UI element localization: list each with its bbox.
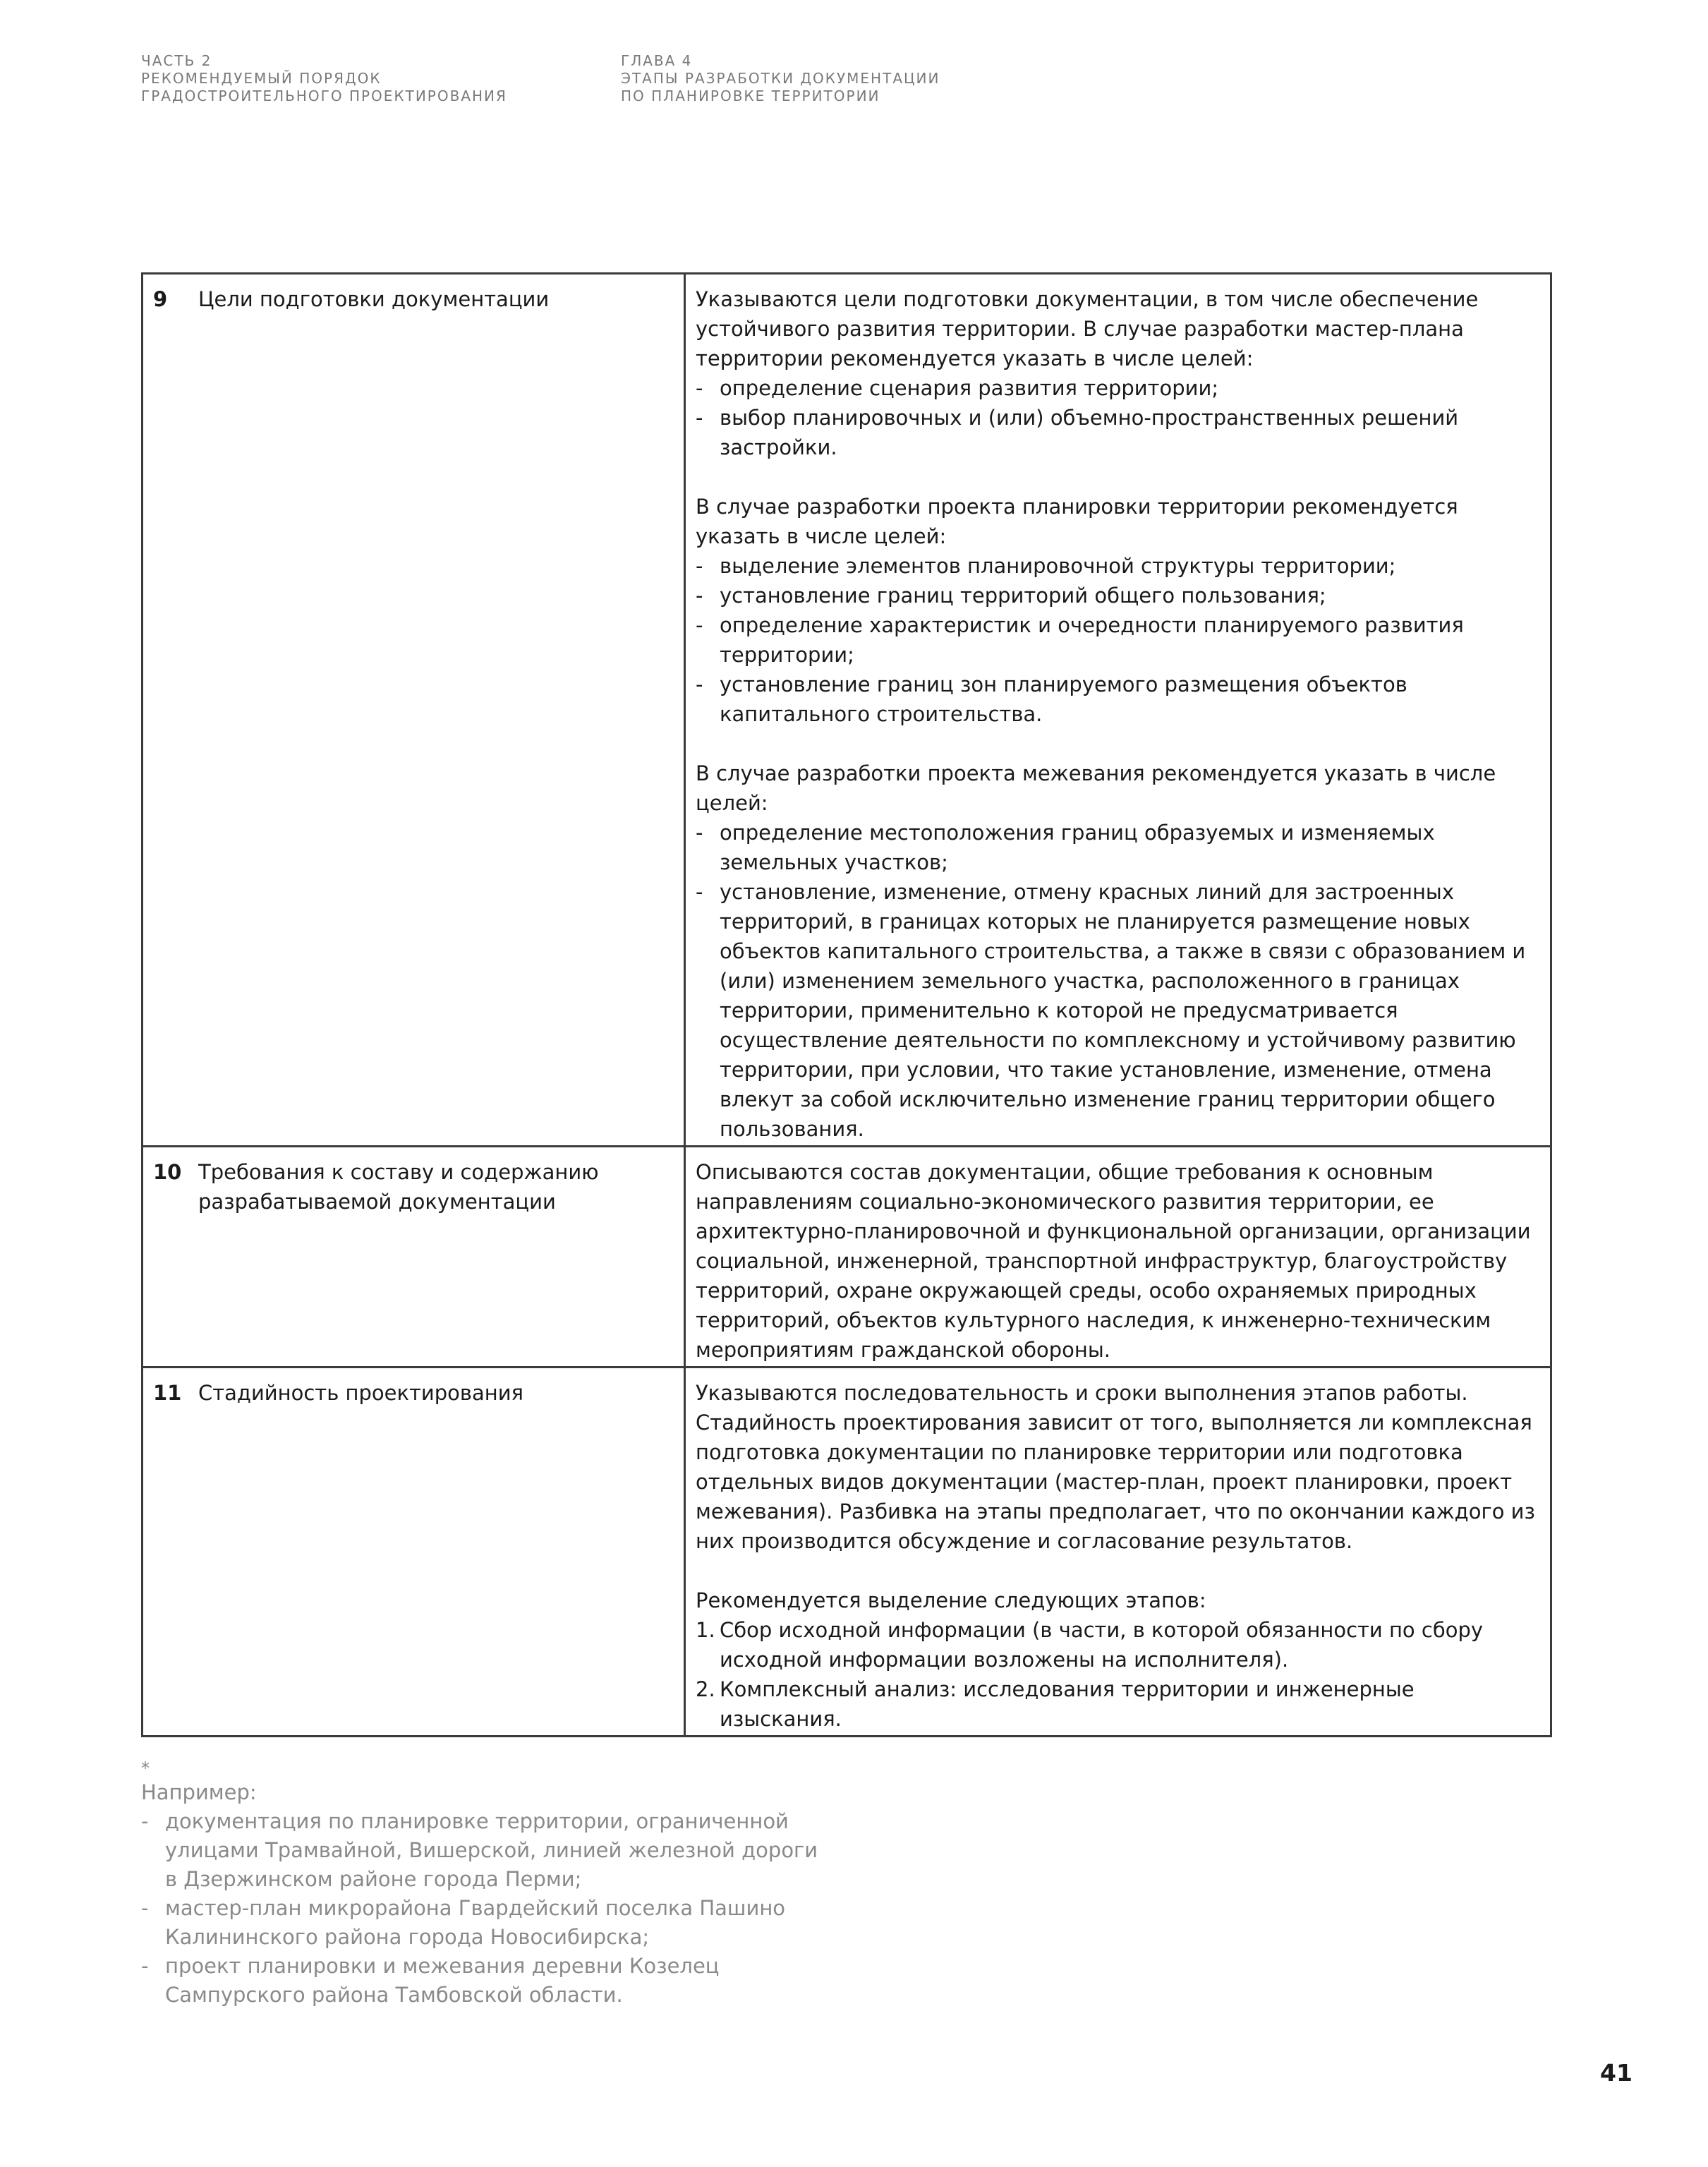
header-line: ЭТАПЫ РАЗРАБОТКИ ДОКУМЕНТАЦИИ xyxy=(621,70,940,87)
table-row xyxy=(143,1147,1551,1368)
header-line: ГЛАВА 4 xyxy=(621,52,693,69)
row-description-cell xyxy=(685,274,1551,1147)
list-item: - документация по планировке территории, ограниченной улицами Трамвайной, Вишерской, линией железной дороги в Дзержинском районе города Перми; xyxy=(141,1809,818,1891)
list-item: - установление границ зон планируемого размещения объектов капитального строительства. xyxy=(696,672,1407,726)
header-line: РЕКОМЕНДУЕМЫЙ ПОРЯДОК xyxy=(141,70,382,87)
row-label: Цели подготовки документации xyxy=(198,287,550,311)
numbered-list xyxy=(696,1615,1540,1734)
row-label-cell xyxy=(143,274,685,1147)
paragraph: Указываются последовательность и сроки выполнения этапов работы. Стадийность проектирования зависит от того, выполняется ли комплексная подготовка документации по планировке территории или подготовка отдельных видов документации (мастер-план, проект планировки, проект межевания). Разбивка на этапы предполагает, что по окончании каждого из них производится обсуждение и согласование результатов. xyxy=(696,1381,1535,1553)
list-item: 1. Сбор исходной информации (в части, в которой обязанности по сбору исходной информации возложены на исполнителя). xyxy=(696,1618,1484,1672)
row-label: Требования к составу и содержанию разрабатываемой документации xyxy=(198,1160,599,1214)
list-item: - выбор планировочных и (или) объемно-пространственных решений застройки. xyxy=(696,406,1459,459)
row-description-cell xyxy=(685,1368,1551,1737)
list-item: - мастер-план микрорайона Гвардейский поселка Пашино Калининского района города Новосибирска; xyxy=(141,1896,786,1949)
row-number: 11 xyxy=(153,1381,182,1405)
header-line: ПО ПЛАНИРОВКЕ ТЕРРИТОРИИ xyxy=(621,87,880,104)
list-item: - установление, изменение, отмену красных линий для застроенных территорий, в границах которых не планируется размещение новых объектов капитального строительства, а также в связи с образованием и (или) изменением земельного участка, расположенного в границах территории, применительно к которой не предусматривается осуществление деятельности по комплексному и устойчивому развитию территории, при условии, что такие установление, изменение, отмена влекут за собой исключительно изменение границ территории общего пользования. xyxy=(696,880,1526,1141)
requirements-table xyxy=(141,272,1552,1737)
header-line: ЧАСТЬ 2 xyxy=(141,52,212,69)
list-item: - определение характеристик и очередности планируемого развития территории; xyxy=(696,613,1464,667)
row-number: 9 xyxy=(153,287,168,311)
row-label-cell xyxy=(143,1147,685,1368)
header-line: ГРАДОСТРОИТЕЛЬНОГО ПРОЕКТИРОВАНИЯ xyxy=(141,87,507,104)
footnote xyxy=(141,1758,832,2010)
row-description-cell xyxy=(685,1147,1551,1368)
table-row xyxy=(143,274,1551,1147)
table-row xyxy=(143,1368,1551,1737)
list-item: - определение сценария развития территории; xyxy=(696,376,1219,400)
paragraph: Описываются состав документации, общие требования к основным направлениям социально-экономического развития территории, ее архитектурно-планировочной и функциональной организации, организации социальной, инженерной, транспортной инфраструктур, благоустройству территорий, охране окружающей среды, особо охраняемых природных территорий, объектов культурного наследия, к инженерно-техническим мероприятиям гражданской обороны. xyxy=(696,1160,1531,1362)
row-number: 10 xyxy=(153,1160,182,1184)
footnote-list xyxy=(141,1807,832,2010)
paragraph: В случае разработки проекта планировки территории рекомендуется указать в числе целей: xyxy=(696,495,1458,548)
list-item: - установление границ территорий общего пользования; xyxy=(696,584,1326,608)
list-item: - определение местоположения границ образуемых и изменяемых земельных участков; xyxy=(696,821,1435,874)
dash-list xyxy=(696,818,1540,1144)
list-item: - выделение элементов планировочной структуры территории; xyxy=(696,554,1396,578)
running-header-part xyxy=(141,52,507,105)
footnote-marker: * xyxy=(141,1758,150,1778)
list-item: - проект планировки и межевания деревни Козелец Сампурского района Тамбовской области. xyxy=(141,1954,720,2007)
dash-list xyxy=(696,373,1540,462)
paragraph: В случае разработки проекта межевания рекомендуется указать в числе целей: xyxy=(696,761,1496,815)
footnote-intro: Например: xyxy=(141,1780,257,1804)
row-label-cell xyxy=(143,1368,685,1737)
running-header-chapter xyxy=(621,52,940,105)
list-item: 2. Комплексный анализ: исследования территории и инженерные изыскания. xyxy=(696,1677,1415,1731)
paragraph: Рекомендуется выделение следующих этапов: xyxy=(696,1588,1206,1612)
page-number: 41 xyxy=(1600,2059,1633,2087)
paragraph: Указываются цели подготовки документации, в том числе обеспечение устойчивого развития территории. В случае разработки мастер-плана территории рекомендуется указать в числе целей: xyxy=(696,287,1479,370)
dash-list xyxy=(696,551,1540,729)
row-label: Стадийность проектирования xyxy=(198,1381,523,1405)
